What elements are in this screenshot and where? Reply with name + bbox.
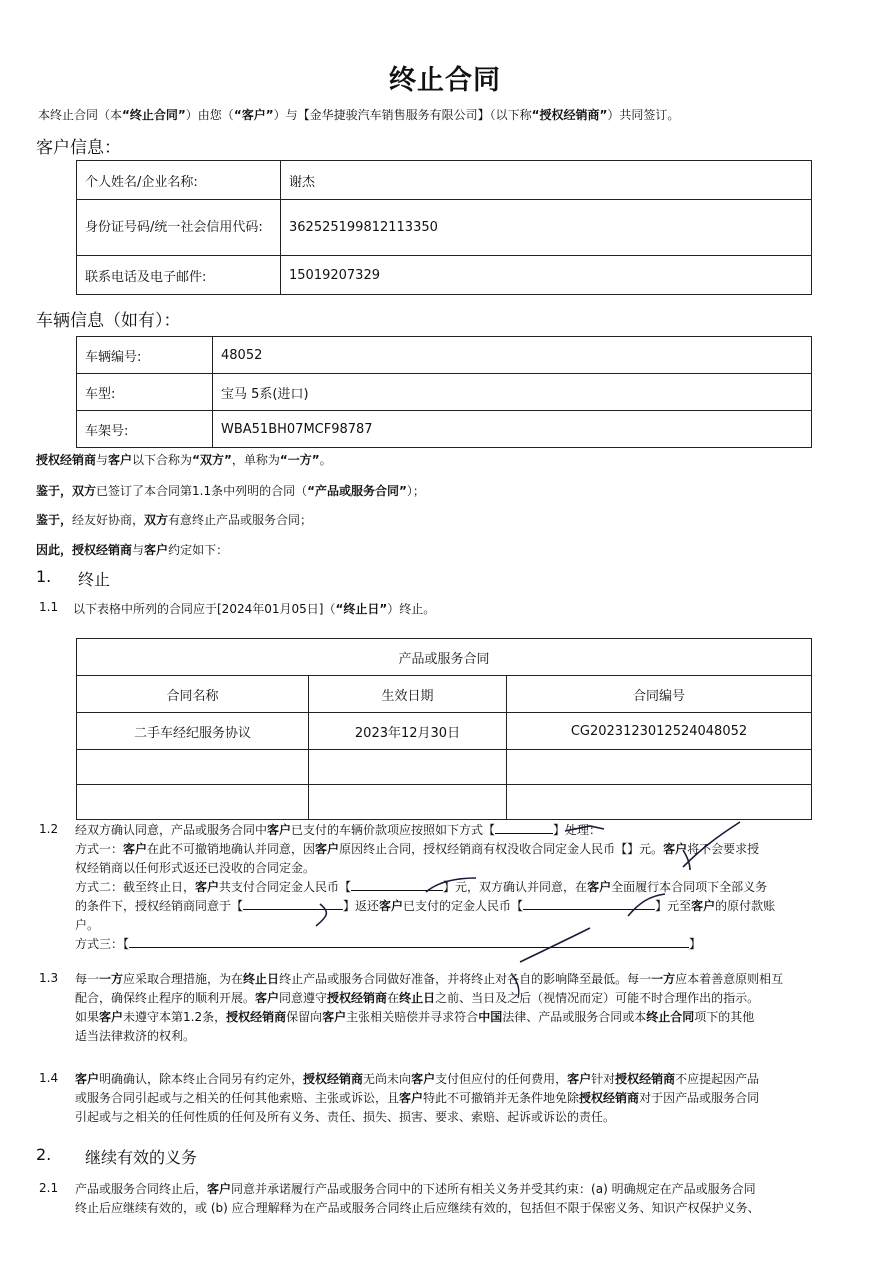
clause-term: 客户 — [587, 880, 612, 894]
field-value: WBA51BH07MCF98787 — [213, 411, 812, 448]
intro-text: ）共同签订。 — [607, 108, 680, 122]
customer-row — [77, 161, 812, 200]
clause-text: 或服务合同引起或与之相关的任何其他索赔、主张或诉讼，且 — [75, 1091, 400, 1105]
recital-text: 以下合称为 — [132, 453, 193, 467]
section-2-number: 2. — [36, 1145, 52, 1164]
intro-text: 本终止合同（本 — [38, 108, 123, 122]
clause-term: 终止日 — [399, 991, 436, 1005]
section-1-number: 1. — [36, 567, 52, 586]
table-cell — [77, 750, 309, 785]
clause-text: 每一 — [75, 972, 100, 986]
clause-term: 客户 — [567, 1072, 592, 1086]
clause-text: 权经销商以任何形式返还已没收的合同定金。 — [75, 861, 316, 875]
recital-text: 约定如下： — [168, 543, 229, 557]
clause-text: 针对 — [591, 1072, 616, 1086]
clause-term: 客户 — [315, 842, 340, 856]
customer-row — [77, 256, 812, 295]
recital-text: ）； — [406, 484, 425, 498]
clause-text: 】处理： — [553, 823, 602, 837]
intro-term: “授权经销商” — [531, 108, 608, 122]
clause-term: 客户 — [99, 1010, 124, 1024]
clause-line — [75, 878, 775, 897]
clause-number: 2.1 — [39, 1181, 59, 1195]
clause-number: 1.2 — [39, 822, 59, 836]
clause-term: 授权经销商 — [579, 1091, 640, 1105]
table-caption: 产品或服务合同 — [77, 639, 812, 676]
table-cell: 2023年12月30日 — [309, 713, 507, 750]
field-value: 362525199812113350 — [281, 200, 812, 256]
clause-text: 法律、产品或服务合同或本 — [502, 1010, 647, 1024]
clause-number: 1.4 — [39, 1071, 59, 1085]
blank-underline — [351, 878, 443, 891]
clause-term: 授权经销商 — [303, 1072, 364, 1086]
recital-1 — [36, 451, 332, 468]
field-value: 48052 — [213, 337, 812, 374]
blank-underline — [129, 935, 689, 948]
clause-text: 应本着善意原则相互 — [675, 972, 784, 986]
clause-1-1 — [73, 600, 435, 617]
clause-text: 如果 — [75, 1010, 100, 1024]
clause-text: 终止后应继续有效的，或 (b) 应合理解释为在产品或服务合同终止后应继续有效的，包括但不限于保密义务、知识产权保护义务、 — [75, 1201, 760, 1215]
clause-text: 】元。 — [627, 842, 664, 856]
clause-term: 终止日 — [243, 972, 280, 986]
clause-text: 原因终止合同，授权经销商有权没收合同定金人民币【 — [339, 842, 628, 856]
clause-term: 客户 — [195, 880, 220, 894]
clause-term: “终止日” — [335, 602, 388, 616]
clause-text: 终止产品或服务合同做好准备，并将终止对各自的影响降至最低。每一 — [279, 972, 652, 986]
clause-text: 产品或服务合同终止后， — [75, 1182, 208, 1196]
table-cell — [507, 750, 812, 785]
column-header: 生效日期 — [309, 676, 507, 713]
clause-text: 未遵守本第1.2条， — [123, 1010, 227, 1024]
clause-1-4 — [75, 1070, 759, 1127]
clause-text: 不应提起因产品 — [675, 1072, 760, 1086]
clause-term: 客户 — [411, 1072, 436, 1086]
clause-line — [75, 1180, 760, 1199]
recital-text: 有意终止产品或服务合同； — [168, 513, 313, 527]
clause-text: 以下表格中所列的合同应于[2024年01月05日]（ — [73, 602, 336, 616]
recital-text: 已签订了本合同第1.1条中列明的合同（ — [96, 484, 308, 498]
section-1-title: 终止 — [78, 570, 111, 589]
customer-info-table — [76, 160, 812, 295]
clause-line — [75, 1108, 759, 1127]
clause-text: ）终止。 — [387, 602, 436, 616]
recital-text: 与 — [96, 453, 109, 467]
clause-text: 户。 — [75, 918, 100, 932]
clause-text: 全面履行本合同项下全部义务 — [611, 880, 768, 894]
recital-3 — [36, 511, 312, 528]
clause-text: 同意并承诺履行产品或服务合同中的下述所有相关义务并受其约束：(a) 明确规定在产品或服务合同 — [231, 1182, 756, 1196]
recital-text: ，单称为 — [231, 453, 280, 467]
clause-text: 在 — [387, 991, 400, 1005]
customer-row — [77, 200, 812, 256]
table-cell: 二手车经纪服务协议 — [77, 713, 309, 750]
clause-term: 客户 — [379, 899, 404, 913]
clause-text: 的原付款账 — [715, 899, 776, 913]
clause-text: 方式一： — [75, 842, 124, 856]
table-cell — [309, 785, 507, 820]
recital-text: 。 — [319, 453, 332, 467]
clause-text: 将不会要求授 — [687, 842, 760, 856]
clause-term: 客户 — [123, 842, 148, 856]
vehicle-info-heading: 车辆信息（如有）： — [36, 311, 181, 331]
table-header-row — [77, 676, 812, 713]
intro-text: ）由您（ — [185, 108, 234, 122]
clause-line — [75, 897, 775, 916]
clause-2-1 — [75, 1180, 760, 1218]
clause-text: 对于因产品或服务合同 — [639, 1091, 760, 1105]
intro-text: ）与【金华捷骏汽车销售服务有限公司】（以下称 — [273, 108, 532, 122]
recital-term: 双方 — [144, 513, 169, 527]
clause-1-2 — [75, 821, 775, 954]
recital-text: 经友好协商， — [72, 513, 145, 527]
table-cell — [77, 785, 309, 820]
clause-line — [75, 1027, 783, 1046]
field-value: 谢杰 — [281, 161, 812, 200]
field-value: 15019207329 — [281, 256, 812, 295]
clause-term: 中国 — [478, 1010, 503, 1024]
clause-line — [75, 1089, 759, 1108]
intro-paragraph — [38, 106, 679, 123]
field-value: 宝马 5系(进口) — [213, 374, 812, 411]
clause-term: 客户 — [691, 899, 716, 913]
recital-term: 授权经销商 — [36, 453, 97, 467]
clause-line — [75, 1008, 783, 1027]
clause-term: 一方 — [651, 972, 676, 986]
recital-term: 鉴于， — [36, 513, 73, 527]
clause-text: 配合，确保终止程序的顺利开展。 — [75, 991, 256, 1005]
clause-1-3 — [75, 970, 783, 1046]
recital-term: 因此， — [36, 543, 73, 557]
clause-term: 客户 — [322, 1010, 347, 1024]
clause-term: 客户 — [663, 842, 688, 856]
clause-line — [75, 916, 775, 935]
clause-text: 主张相关赔偿并寻求符合 — [346, 1010, 479, 1024]
clause-text: 方式三：【 — [75, 937, 130, 951]
document-title: 终止合同 — [389, 65, 501, 96]
clause-text: 无尚未向 — [363, 1072, 412, 1086]
clause-term: 授权经销商 — [226, 1010, 287, 1024]
clause-text: 】返还 — [343, 899, 380, 913]
field-label: 身份证号码/统一社会信用代码: — [77, 200, 281, 256]
clause-term: 客户 — [75, 1072, 100, 1086]
clause-text: 支付但应付的任何费用， — [435, 1072, 568, 1086]
recital-term: “双方” — [192, 453, 232, 467]
clause-text: 的条件下，授权经销商同意于【 — [75, 899, 244, 913]
field-label: 车辆编号: — [77, 337, 213, 374]
customer-info-heading: 客户信息： — [36, 138, 121, 158]
clause-term: 终止合同 — [646, 1010, 695, 1024]
clause-line — [75, 970, 783, 989]
recital-2 — [36, 482, 425, 499]
clause-term: 一方 — [99, 972, 124, 986]
clause-term: 客户 — [207, 1182, 232, 1196]
clause-text: 明确确认，除本终止合同另有约定外， — [99, 1072, 304, 1086]
table-caption-row — [77, 639, 812, 676]
intro-term: “客户” — [233, 108, 274, 122]
clause-text: 已支付的车辆价款项应按照如下方式【 — [291, 823, 496, 837]
clause-term: 客户 — [267, 823, 292, 837]
clause-text: 】元至 — [655, 899, 692, 913]
clause-text: 在此不可撤销地确认并同意，因 — [147, 842, 316, 856]
vehicle-info-table — [76, 336, 812, 448]
recital-term: “产品或服务合同” — [307, 484, 407, 498]
clause-line — [75, 859, 775, 878]
column-header: 合同名称 — [77, 676, 309, 713]
blank-underline — [495, 821, 553, 834]
clause-text: 已支付的定金人民币【 — [403, 899, 524, 913]
clause-line — [75, 1199, 760, 1218]
clause-text: 应采取合理措施，为在 — [123, 972, 244, 986]
clause-text: 方式二：截至终止日， — [75, 880, 196, 894]
clause-text: 保留向 — [286, 1010, 323, 1024]
recital-term: 客户 — [108, 453, 133, 467]
recital-term: 授权经销商 — [72, 543, 133, 557]
recital-term: “一方” — [279, 453, 320, 467]
table-row — [77, 750, 812, 785]
clause-line — [75, 821, 775, 840]
table-cell — [309, 750, 507, 785]
field-label: 车架号: — [77, 411, 213, 448]
clause-line — [75, 989, 783, 1008]
clause-text: 适当法律救济的权利。 — [75, 1029, 196, 1043]
clause-text: 项下的其他 — [694, 1010, 755, 1024]
clause-text: 之前、当日及之后（视情况而定）可能不时合理作出的指示。 — [435, 991, 760, 1005]
recital-term: 鉴于， — [36, 484, 73, 498]
recital-term: 客户 — [144, 543, 169, 557]
clause-line — [75, 1070, 759, 1089]
clause-line — [75, 840, 775, 859]
vehicle-row — [77, 411, 812, 448]
column-header: 合同编号 — [507, 676, 812, 713]
section-2-title: 继续有效的义务 — [85, 1148, 198, 1167]
field-label: 车型: — [77, 374, 213, 411]
vehicle-row — [77, 374, 812, 411]
blank-underline — [243, 897, 343, 910]
clause-term: 客户 — [255, 991, 280, 1005]
clause-number: 1.1 — [39, 600, 59, 614]
clause-text: 共支付合同定金人民币【 — [219, 880, 352, 894]
blank-underline — [523, 897, 655, 910]
clause-line — [75, 935, 775, 954]
recital-text: 与 — [132, 543, 145, 557]
vehicle-row — [77, 337, 812, 374]
field-label: 联系电话及电子邮件: — [77, 256, 281, 295]
intro-term: “终止合同” — [122, 108, 186, 122]
table-cell — [507, 785, 812, 820]
clause-text: 同意遵守 — [279, 991, 328, 1005]
field-label: 个人姓名/企业名称: — [77, 161, 281, 200]
clause-text: 】 — [689, 937, 702, 951]
clause-term: 客户 — [399, 1091, 424, 1105]
table-row — [77, 785, 812, 820]
clause-text: 】元，双方确认并同意，在 — [443, 880, 588, 894]
table-row — [77, 713, 812, 750]
table-cell: CG2023123012524048052 — [507, 713, 812, 750]
recital-4 — [36, 541, 228, 558]
clause-term: 授权经销商 — [615, 1072, 676, 1086]
clause-text: 引起或与之相关的任何性质的任何及所有义务、责任、损失、损害、要求、索赔、起诉或诉讼的责任。 — [75, 1110, 616, 1124]
clause-term: 授权经销商 — [327, 991, 388, 1005]
clause-text: 特此不可撤销并无条件地免除 — [423, 1091, 580, 1105]
contracts-table — [76, 638, 812, 820]
clause-text: 经双方确认同意，产品或服务合同中 — [75, 823, 268, 837]
clause-number: 1.3 — [39, 971, 59, 985]
recital-term: 双方 — [72, 484, 97, 498]
